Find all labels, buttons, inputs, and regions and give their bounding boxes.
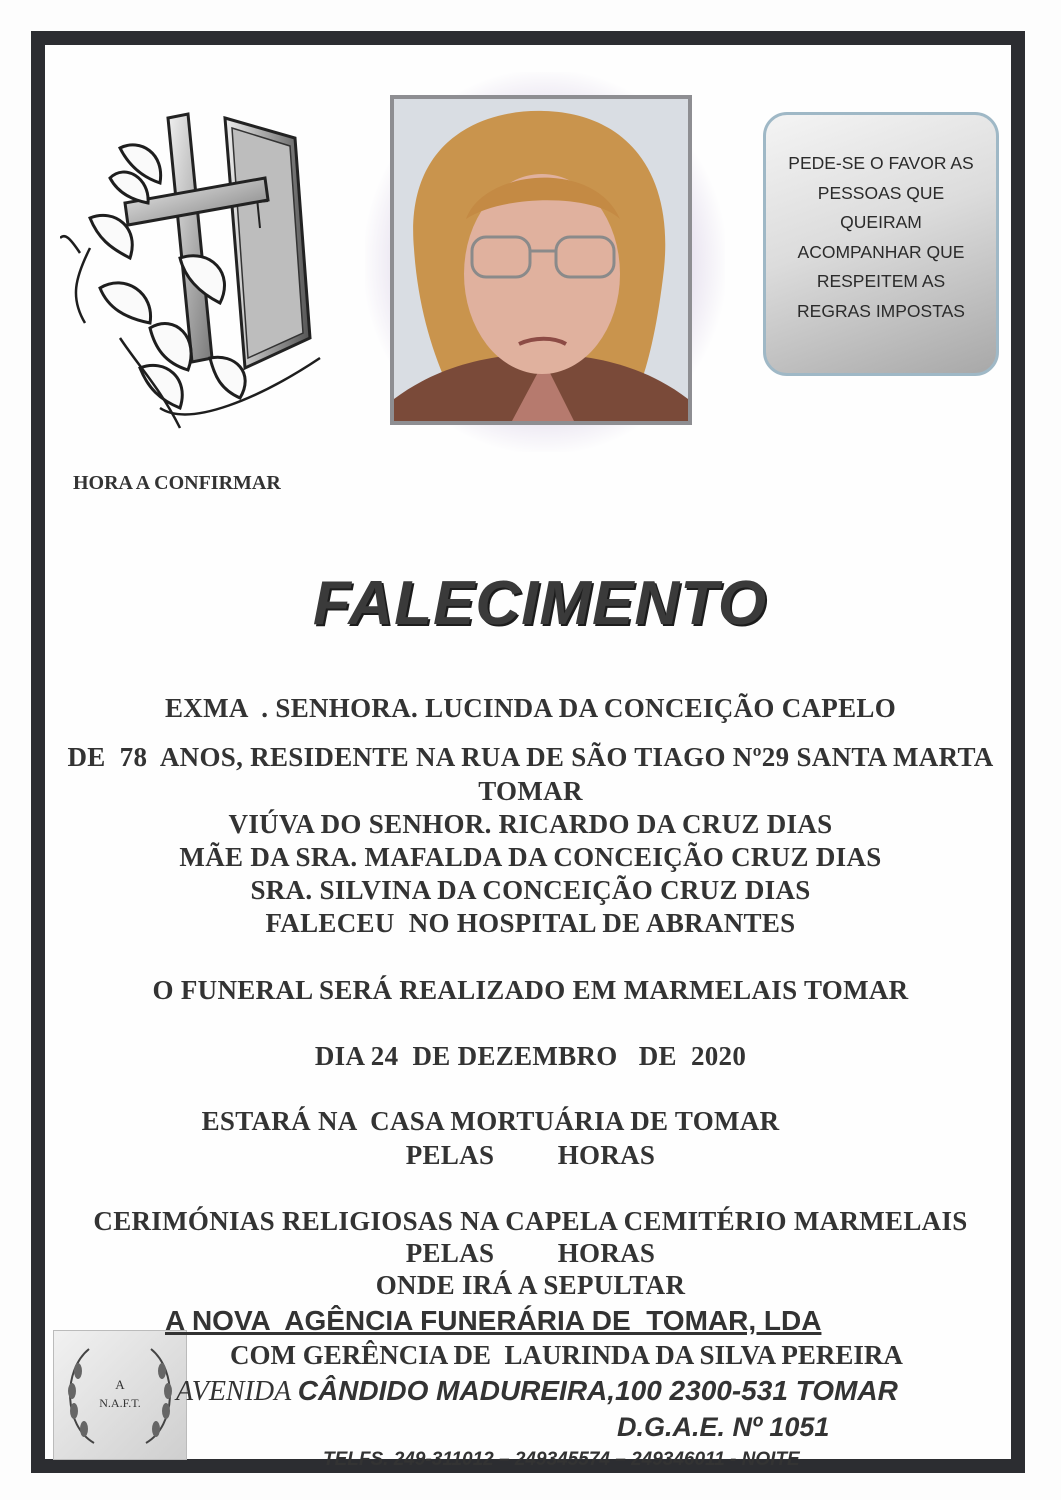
ceremony-line: CERIMÓNIAS RELIGIOSAS NA CAPELA CEMITÉRIO MARMELAIS [93,1206,968,1236]
address-prefix: AVENIDA [176,1376,298,1407]
notice-box [763,112,999,376]
dgae-number: D.G.A.E. Nº 1051 [617,1412,830,1442]
cross-lilies-illustration [60,108,330,438]
daughter-line: SRA. SILVINA DA CONCEIÇÃO CRUZ DIAS [250,875,811,905]
deceased-name-line: EXMA . SENHORA. LUCINDA DA CONCEIÇÃO CAPELO [164,693,897,723]
notice-line: PESSOAS QUE [817,182,945,203]
seal-text: N.A.F.T. [99,1396,141,1410]
town-line: TOMAR [478,776,583,806]
mortuary-time-line: PELAS HORAS [405,1140,656,1170]
notice-line: REGRAS IMPOSTAS [797,300,965,321]
phone-numbers: TELFS. 249-311012 – 249345574 – 249346011 - NOITE [323,1449,800,1470]
notice-text [781,149,981,326]
mother-line: MÃE DA SRA. MAFALDA DA CONCEIÇÃO CRUZ DIAS [179,842,882,872]
mortuary-line: ESTARÁ NA CASA MORTUÁRIA DE TOMAR [201,1106,780,1136]
funeral-location: O FUNERAL SERÁ REALIZADO EM MARMELAIS TOMAR [152,975,909,1005]
address-rest: CÂNDIDO MADUREIRA,100 2300-531 TOMAR [297,1375,898,1406]
agency-seal [53,1330,187,1460]
notice-line: QUEIRAM [840,212,922,232]
time-to-confirm-label: HORA A CONFIRMAR [73,472,281,494]
notice-line: ACOMPANHAR QUE [797,241,965,262]
burial-line: ONDE IRÁ A SEPULTAR [375,1270,686,1300]
notice-line: RESPEITEM AS [816,271,946,291]
widow-line: VIÚVA DO SENHOR. RICARDO DA CRUZ DIAS [228,809,833,839]
headline: FALECIMENTO [312,569,768,638]
notice-line: PEDE-SE O FAVOR AS [788,153,974,173]
agency-name: A NOVA AGÊNCIA FUNERÁRIA DE TOMAR, LDA [165,1305,822,1336]
funeral-date: DIA 24 DE DEZEMBRO DE 2020 [314,1041,747,1071]
agency-manager: COM GERÊNCIA DE LAURINDA DA SILVA PEREIRA [230,1340,903,1370]
ceremony-time-line: PELAS HORAS [405,1238,656,1268]
seal-letter: A [115,1377,125,1392]
portrait-photo [390,95,692,425]
agency-address [176,1375,898,1408]
death-place-line: FALECEU NO HOSPITAL DE ABRANTES [265,908,796,938]
age-residence-line: DE 78 ANOS, RESIDENTE NA RUA DE SÃO TIAGO Nº29 SANTA MARTA [67,742,994,772]
